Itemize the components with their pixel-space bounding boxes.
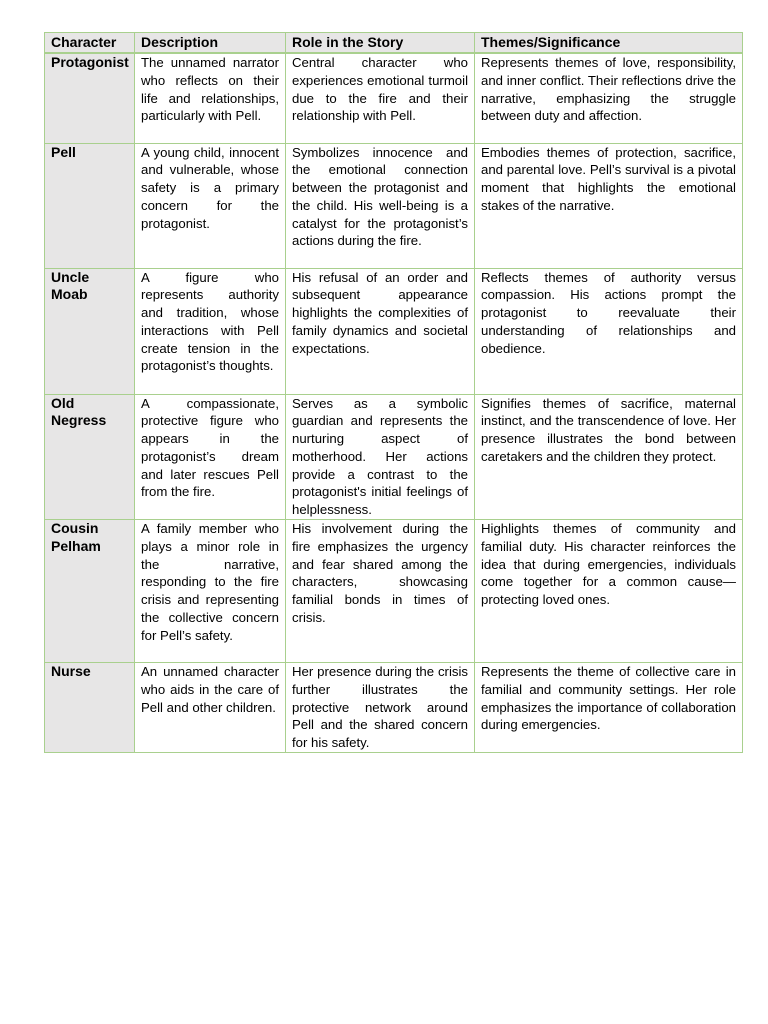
table-row	[45, 394, 743, 520]
table-row	[45, 143, 743, 268]
character-description: The unnamed narrator who reflects on their life and relationships, particularly with Pell.	[135, 53, 286, 143]
character-description: A compassionate, protective figure who appears in the protagonist’s dream and later rescues Pell from the fire.	[135, 394, 286, 520]
character-description: A figure who represents authority and tradition, whose interactions with Pell create tension in the protagonist’s thoughts.	[135, 268, 286, 394]
header-row	[45, 33, 743, 54]
character-name: Cousin Pelham	[45, 520, 135, 663]
character-role: Symbolizes innocence and the emotional connection between the protagonist and the child. His well-being is a catalyst for the protagonist’s actions during the fire.	[286, 143, 475, 268]
character-themes: Highlights themes of community and familial duty. His character reinforces the idea that during emergencies, individuals come together for a common cause—protecting loved ones.	[475, 520, 743, 663]
character-description: A young child, innocent and vulnerable, whose safety is a primary concern for the protagonist.	[135, 143, 286, 268]
table-row	[45, 53, 743, 143]
character-role: His involvement during the fire emphasizes the urgency and fear shared among the characters, showcasing familial bonds in times of crisis.	[286, 520, 475, 663]
character-name: Uncle Moab	[45, 268, 135, 394]
table-header	[45, 33, 743, 54]
header-themes: Themes/Significance	[475, 33, 743, 54]
table-body	[45, 53, 743, 753]
character-role: Central character who experiences emotional turmoil due to the fire and their relationship with Pell.	[286, 53, 475, 143]
character-name: Old Negress	[45, 394, 135, 520]
character-themes: Reflects themes of authority versus compassion. His actions prompt the protagonist to reevaluate their understanding of relationships and obedience.	[475, 268, 743, 394]
character-role: Her presence during the crisis further illustrates the protective network around Pell and the shared concern for his safety.	[286, 663, 475, 753]
character-themes: Represents the theme of collective care in familial and community settings. Her role emphasizes the importance of collaboration during emergencies.	[475, 663, 743, 753]
header-character: Character	[45, 33, 135, 54]
character-name: Pell	[45, 143, 135, 268]
character-themes: Embodies themes of protection, sacrifice, and parental love. Pell’s survival is a pivotal moment that highlights the emotional stakes of the narrative.	[475, 143, 743, 268]
character-role: Serves as a symbolic guardian and represents the nurturing aspect of motherhood. Her actions provide a contrast to the protagonist's initial feelings of helplessness.	[286, 394, 475, 520]
character-name: Nurse	[45, 663, 135, 753]
table-row	[45, 268, 743, 394]
character-themes: Signifies themes of sacrifice, maternal instinct, and the transcendence of love. Her presence illustrates the bond between caretakers and the children they protect.	[475, 394, 743, 520]
table-row	[45, 520, 743, 663]
character-role: His refusal of an order and subsequent appearance highlights the complexities of family dynamics and societal expectations.	[286, 268, 475, 394]
character-description: A family member who plays a minor role in the narrative, responding to the fire crisis and representing the collective concern for Pell’s safety.	[135, 520, 286, 663]
character-themes: Represents themes of love, responsibility, and inner conflict. Their reflections drive the narrative, emphasizing the struggle between duty and affection.	[475, 53, 743, 143]
header-description: Description	[135, 33, 286, 54]
character-table	[44, 32, 743, 753]
character-name: Protagonist	[45, 53, 135, 143]
table-row	[45, 663, 743, 753]
document-page	[44, 32, 742, 753]
header-role: Role in the Story	[286, 33, 475, 54]
character-description: An unnamed character who aids in the care of Pell and other children.	[135, 663, 286, 753]
